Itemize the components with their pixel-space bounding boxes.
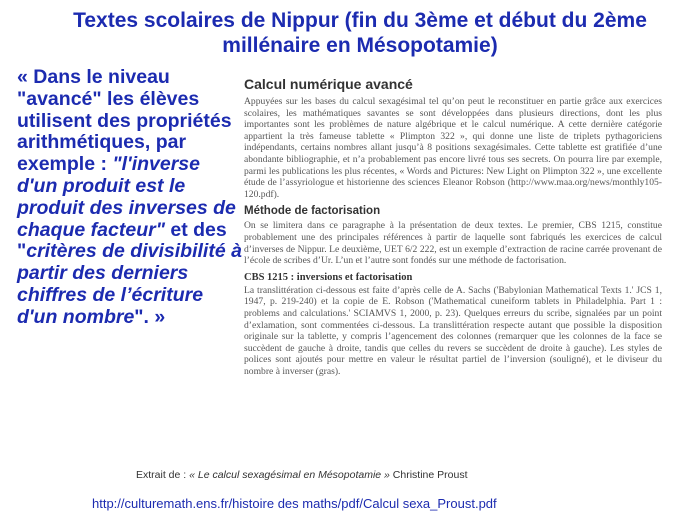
document-excerpt — [244, 76, 662, 451]
document-paragraph-2: On se limitera dans ce paragraphe à la présentation de deux textes. Le premier, CBS 1215, constitue probablement une des principales références à partir de laquelle sont fabriqués les exercices de calcul d’inverses de Nippur. Le deuxième, UET 6/2 222, est un exemple d’extraction de racine carrée provenant de l’école de scribes d’Ur. L’un et l’autre sont fondés sur une méthode de factorisation. — [244, 220, 662, 267]
quote-example: "l'inverse d'un produit est le produit des inverses de chaque facteur" — [17, 153, 236, 241]
document-paragraph-3: La translittération ci-dessous est faite d’après celle de A. Sachs ('Babylonian Mathematical Texts 1.' JCS 1, 1947, p. 219-240) et la copie de E. Robson ('Mathematical cuneiform tablets in Philadelphia. Part 1 : problems and calculations.' SCIAMVS 1, 2000, p. 23). Quelques erreurs du scribe, signalées par un point d’exlamation, sont commentées ci-dessous. La translittération respecte autant que possible la disposition originale sur la tablette, y compris l’agencement des colonnes (remarquer que les colonnes de la face se succèdent de gauche à droite, tandis que celles du revers se succèdent de droite à gauche). Les styles de polices sont ajoutés pour mettre en valeur le résultat partiel de l’inversion (souligné), et le diviseur du nombre à inverser (gras). — [244, 284, 662, 377]
quote-end: ". » — [134, 305, 166, 328]
quote-example-2: critères de divisibilité à partir des derniers chiffres de l’écriture d'un nombre — [17, 240, 242, 328]
caption-author: Christine Proust — [389, 469, 468, 481]
excerpt-caption — [136, 469, 468, 481]
slide-title: Textes scolaires de Nippur (fin du 3ème et début du 2ème millénaire en Mésopotamie) — [73, 9, 647, 57]
quote-text — [17, 67, 242, 329]
document-subheading: Méthode de factorisation — [244, 205, 381, 218]
caption-work: « Le calcul sexagésimal en Mésopotamie » — [189, 469, 390, 481]
caption-prefix: Extrait de : — [136, 469, 190, 481]
document-paragraph-1: Appuyées sur les bases du calcul sexagésimal tel qu’on peut le reconstituer en partie grâce aux exercices scolaires, les mathématiques savantes se sont développées dans plusieurs directions, dont les plus importantes sont les problèmes de nature algébrique et le calcul numérique. A cette dernière catégorie appartient la très fameuse tablette « Plimpton 322 », qui donne une liste de triplets pythagoriciens indépendants, certains nombres allant jusqu’à 8 positions sexagésimales. Cette tablette est gratifiée d’une abondante bibliographie, et n’a probablement pas encore livré tous ses secrets. On pourra lire par exemple, parmi les publications les plus récentes, « Words and Pictures: New Light on Plimpton 322 », une excellente étude de l’assyriologue et historienne des sciences Eleanor Robson (http://www.maa.org/news/monthly105-120.pdf). — [244, 96, 662, 200]
source-link[interactable]: http://culturemath.ens.fr/histoire des maths/pdf/Calcul sexa_Proust.pdf — [92, 496, 497, 511]
document-subheading-2: CBS 1215 : inversions et factorisation — [244, 271, 413, 283]
quote-middle: et des " — [17, 218, 227, 263]
document-heading: Calcul numérique avancé — [244, 76, 413, 92]
quote-intro: « Dans le niveau "avancé" les élèves utilisent des propriétés arithmétiques, par exemple : — [17, 66, 232, 176]
